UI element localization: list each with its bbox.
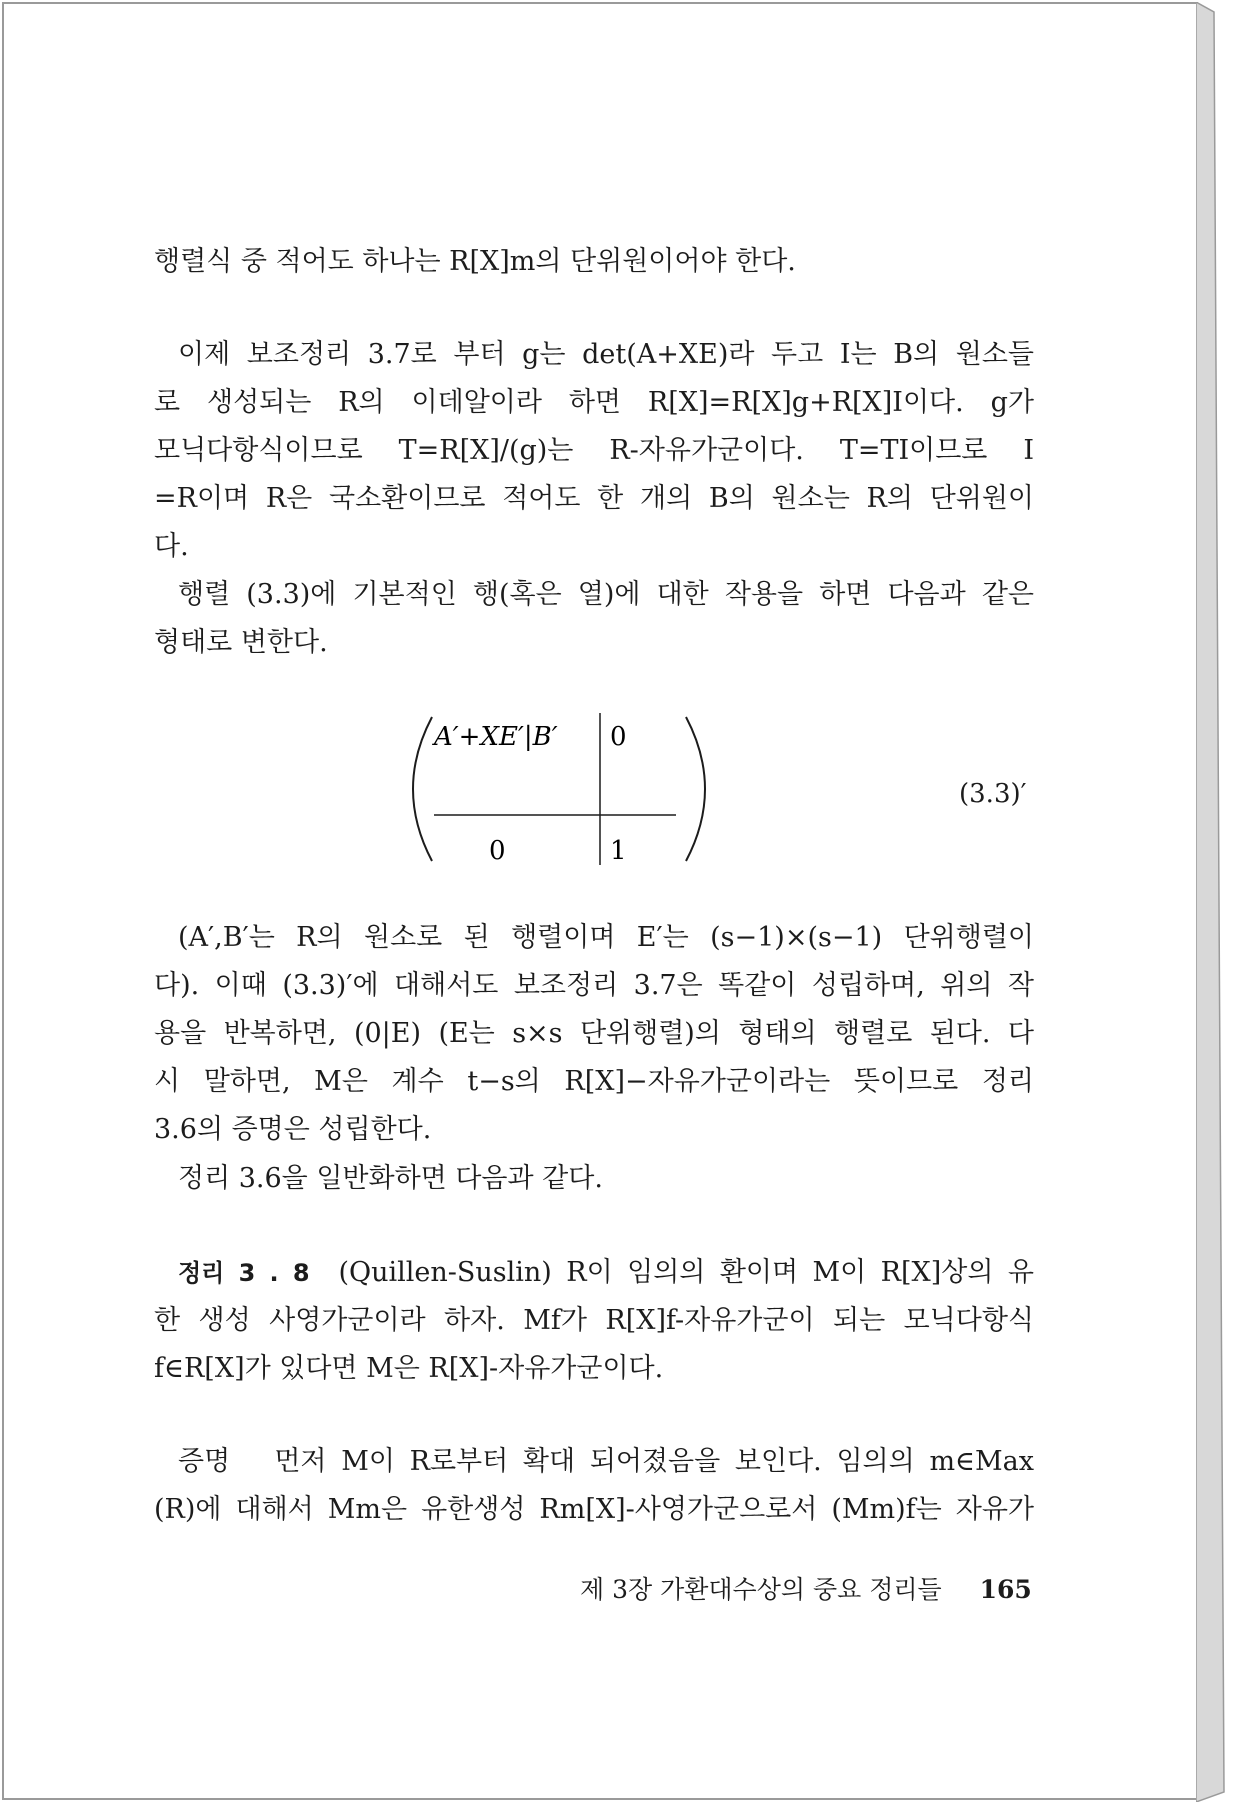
text-line: (A′,B′는 R의 원소로 된 행렬이며 E′는 (s−1)×(s−1) 단위행렬이 <box>178 922 1034 953</box>
text-line: 정리 3 . 8 (Quillen-Suslin) R이 임의의 환이며 M이 R[X]상의 유 <box>178 1257 1034 1288</box>
text-line: 한 생성 사영가군이라 하자. Mf가 R[X]f-자유가군이 되는 모닉다항식 <box>154 1305 1034 1336</box>
text-line: 행렬 (3.3)에 기본적인 행(혹은 열)에 대한 작용을 하면 다음과 같은 <box>178 579 1034 610</box>
theorem-block <box>154 1249 1034 1393</box>
equation-number: (3.3)′ <box>959 779 1027 809</box>
matrix-top-right: 0 <box>610 722 627 752</box>
text-line: 용을 반복하면, (0|E) (E는 s×s 단위행렬)의 형태의 행렬로 된다. 다 <box>154 1018 1034 1049</box>
block-matrix <box>404 709 714 869</box>
book-page <box>2 2 1198 1800</box>
paragraph-3 <box>154 914 1034 1154</box>
chapter-title: 제 3장 가환대수상의 중요 정리들 <box>580 1575 942 1604</box>
paragraph-2 <box>154 571 1034 667</box>
text-line: 로 생성되는 R의 이데알이라 하면 R[X]=R[X]g+R[X]I이다. g가 <box>154 387 1034 418</box>
paragraph-0 <box>154 238 1034 286</box>
text-line: 모닉다항식이므로 T=R[X]/(g)는 R-자유가군이다. T=TI이므로 I <box>154 435 1034 466</box>
text-line: 다). 이때 (3.3)′에 대해서도 보조정리 3.7은 똑같이 성립하며, 위의 작 <box>154 970 1034 1001</box>
matrix-bottom-right: 1 <box>610 836 627 866</box>
text-line: 행렬식 중 적어도 하나는 R[X]m의 단위원이어야 한다. <box>154 246 796 277</box>
page-edge-shadow <box>1196 2 1256 1802</box>
text-line: 형태로 변한다. <box>154 627 328 658</box>
paragraph-4 <box>154 1155 1034 1203</box>
theorem-label: 정리 3 . 8 <box>178 1259 310 1287</box>
text-line: 시 말하면, M은 계수 t−s의 R[X]−자유가군이라는 뜻이므로 정리 <box>154 1066 1034 1097</box>
text-line: 이제 보조정리 3.7로 부터 g는 det(A+XE)라 두고 I는 B의 원소들 <box>178 339 1034 370</box>
paragraph-1 <box>154 331 1034 571</box>
text-line: 증명 먼저 M이 R로부터 확대 되어졌음을 보인다. 임의의 m∈Max <box>178 1446 1034 1477</box>
proof-block <box>154 1438 1034 1534</box>
text-line: 다. <box>154 531 189 562</box>
text-line: f∈R[X]가 있다면 M은 R[X]-자유가군이다. <box>154 1353 664 1384</box>
matrix-top-left: A′+XE′|B′ <box>434 722 558 752</box>
page-footer <box>580 1570 1032 1606</box>
text-line: (R)에 대해서 Mm은 유한생성 Rm[X]-사영가군으로서 (Mm)f는 자유가 <box>154 1494 1034 1525</box>
text-line: 정리 3.6을 일반화하면 다음과 같다. <box>178 1163 603 1194</box>
page-number: 165 <box>979 1575 1032 1604</box>
proof-label: 증명 <box>178 1446 231 1477</box>
matrix-bottom-left: 0 <box>489 836 506 866</box>
text-line: 3.6의 증명은 성립한다. <box>154 1114 432 1145</box>
text-line: =R이며 R은 국소환이므로 적어도 한 개의 B의 원소는 R의 단위원이 <box>154 483 1034 514</box>
